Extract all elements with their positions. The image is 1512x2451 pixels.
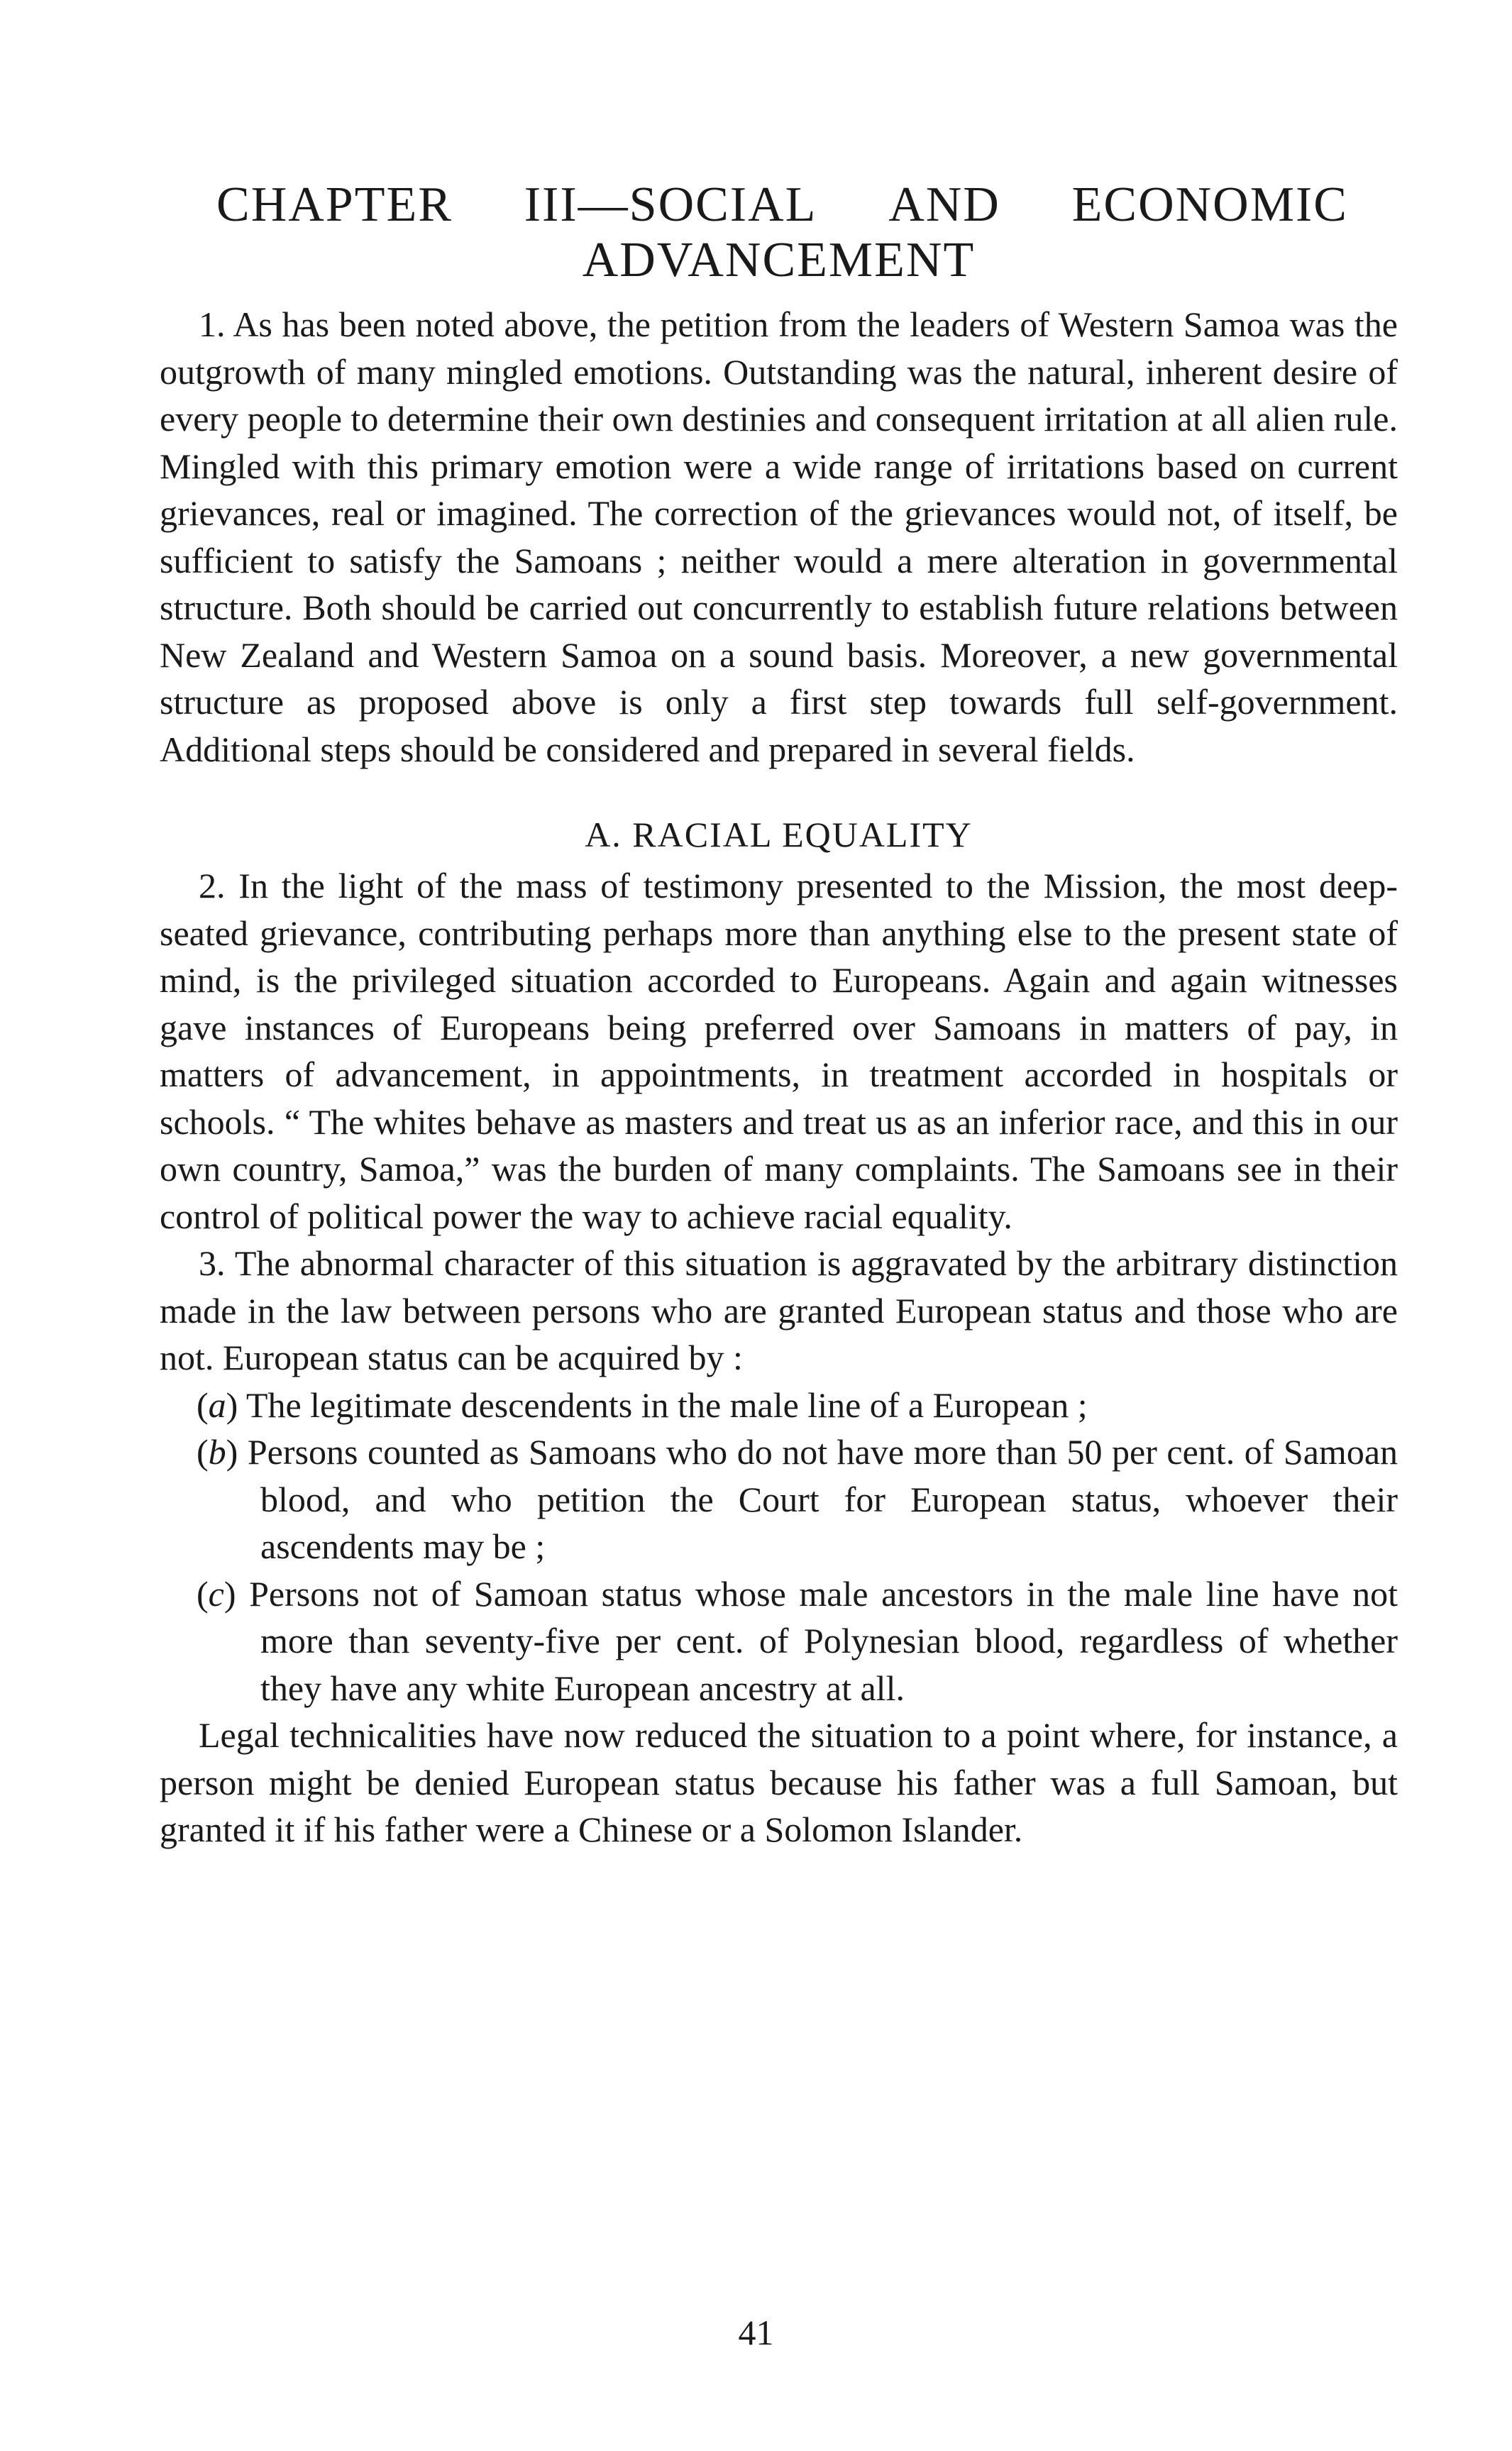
page-content bbox=[160, 177, 1398, 1854]
chapter-label: CHAPTER bbox=[216, 177, 453, 232]
list-item-text-a: The legitimate descendents in the male line of a European ; bbox=[245, 1384, 1088, 1425]
paragraph-1: 1. As has been noted above, the petition from the leaders of Western Samoa was the outgrowth of many mingled emotions. Outstanding was the natural, inherent desire of every people to determine their own destinies and consequent irritation at all alien rule. Mingled with this primary emotion were a wide range of irritations based on current grievances, real or imagined. The correction of the grievances would not, of itself, be sufficient to satisfy the Samoans ; neither would a mere alteration in governmental structure. Both should be carried out concurrently to establish future relations between New Zealand and Western Samoa on a sound basis. Moreover, a new governmental structure as proposed above is only a first step towards full self-government. Additional steps should be considered and prepared in several fields. bbox=[160, 304, 1398, 769]
list-item-b bbox=[160, 1428, 1398, 1570]
list-item-text-c: Persons not of Samoan status whose male ancestors in the male line have not more than seventy-five per cent. of Polynesian blood, regardless of whether they have any white European ancestry at all. bbox=[249, 1573, 1398, 1708]
list-marker-c: (c) bbox=[197, 1573, 236, 1614]
paragraph-4: Legal technicalities have now reduced the situation to a point where, for instance, a person might be denied European status because his father was a full Samoan, but granted it if his father were a Chinese or a Solomon Islander. bbox=[160, 1715, 1398, 1849]
page-number: 41 bbox=[738, 2313, 774, 2352]
chapter-title-part-3: ECONOMIC bbox=[1071, 177, 1348, 232]
chapter-title-part-2: AND bbox=[888, 177, 1000, 232]
list-item-a bbox=[160, 1382, 1398, 1429]
chapter-title-part-1: III—SOCIAL bbox=[524, 177, 817, 232]
list-marker-b: (b) bbox=[197, 1432, 238, 1472]
section-heading-racial-equality: A. RACIAL EQUALITY bbox=[585, 815, 973, 854]
list-marker-a: (a) bbox=[197, 1384, 238, 1425]
chapter-title bbox=[160, 177, 1398, 288]
list-item-c bbox=[160, 1570, 1398, 1712]
paragraph-2: 2. In the light of the mass of testimony presented to the Mission, the most deep-seated grievance, contributing perhaps more than anything else to the present state of mind, is the privileged situation accorded to Europeans. Again and again witnesses gave instances of Europeans being preferred over Samoans in matters of pay, in matters of advancement, in appointments, in treatment accorded in hospitals or schools. “ The whites behave as masters and treat us as an inferior race, and this in our own country, Samoa,” was the burden of many complaints. The Samoans see in their control of political power the way to achieve racial equality. bbox=[160, 866, 1398, 1236]
list-item-text-b: Persons counted as Samoans who do not have more than 50 per cent. of Samoan blood, and who petition the Court for European status, whoever their ascendents may be ; bbox=[247, 1432, 1398, 1566]
chapter-title-line-1 bbox=[160, 177, 1398, 233]
paragraph-3: 3. The abnormal character of this situation is aggravated by the arbitrary distinction made in the law between persons who are granted European status and those who are not. European status can be acquired by : bbox=[160, 1243, 1398, 1377]
chapter-title-line-2: ADVANCEMENT bbox=[582, 233, 976, 287]
